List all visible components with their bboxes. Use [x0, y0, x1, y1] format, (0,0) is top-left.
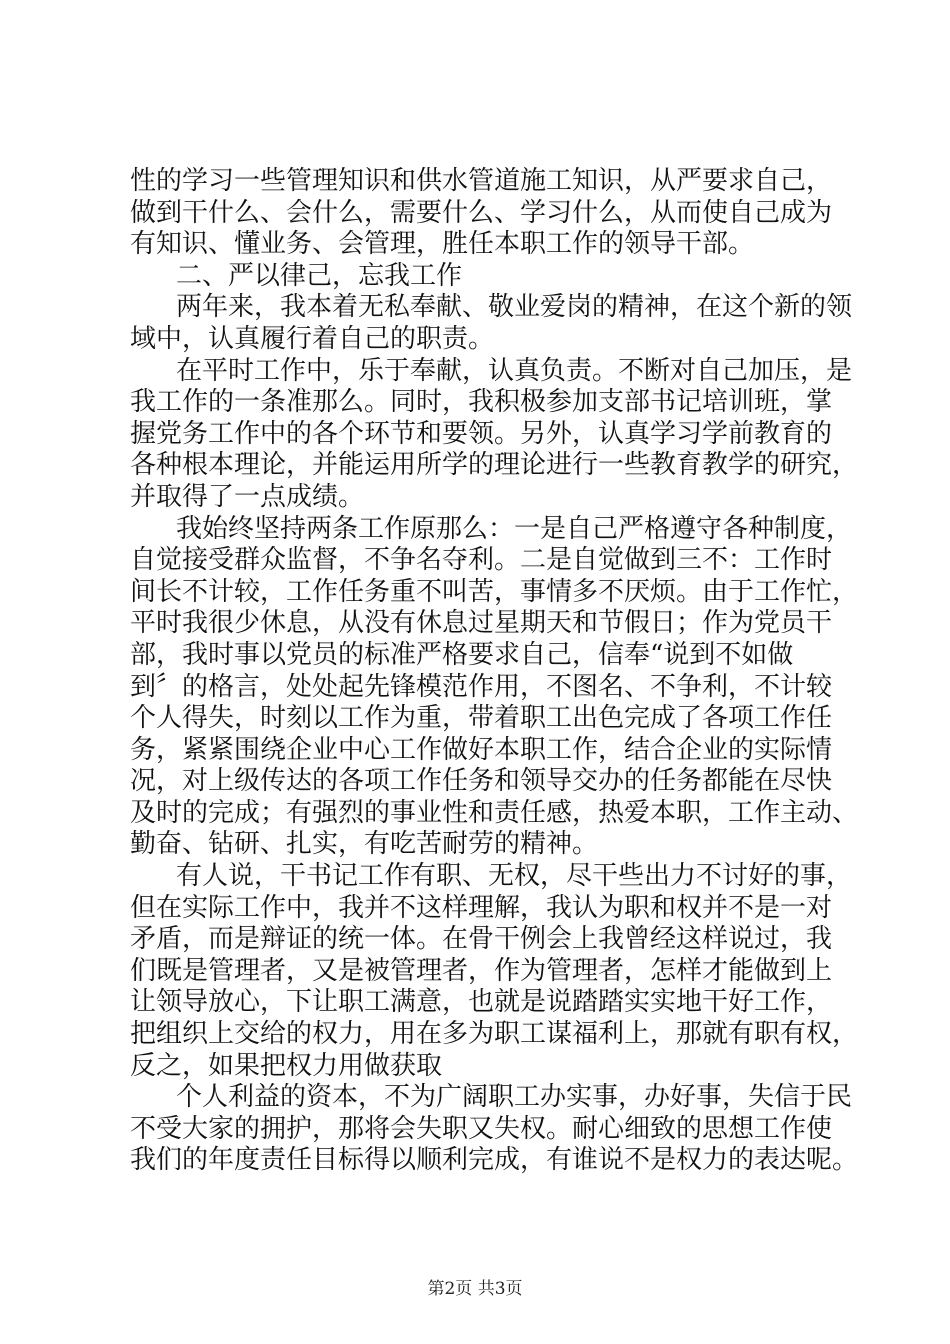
- text-line: 做到干什么、会什么，需要什么、学习什么，从而使自己成为: [130, 197, 833, 228]
- text-line: 域中，认真履行着自己的职责。: [130, 323, 495, 354]
- text-line: 部，我时事以党员的标准严格要求自己，信奉“说到不如做: [130, 639, 794, 670]
- text-line: 在平时工作中，乐于奉献，认真负责。不断对自己加压，是: [176, 355, 853, 386]
- text-line: 我们的年度责任目标得以顺利完成，有谁说不是权力的表达呢。: [130, 1145, 859, 1176]
- text-line: 不受大家的拥护，那将会失职又失权。耐心细致的思想工作使: [130, 1113, 833, 1144]
- text-line: 间长不计较，工作任务重不叫苦，事情多不厌烦。由于工作忙，: [130, 576, 859, 607]
- text-line: 个人得失，时刻以工作为重，带着职工出色完成了各项工作任: [130, 703, 833, 734]
- text-line: 各种根本理论，并能运用所学的理论进行一些教育教学的研究，: [130, 450, 859, 481]
- text-line: 有知识、懂业务、会管理，胜任本职工作的领导干部。: [130, 229, 755, 260]
- text-line: 个人利益的资本，不为广阔职工办实事，办好事，失信于民: [176, 1082, 853, 1113]
- document-body: [130, 166, 859, 1177]
- text-line: 我始终坚持两条工作原那么：一是自己严格遵守各种制度，: [176, 513, 853, 544]
- text-line: 平时我很少休息，从没有休息过星期天和节假日；作为党员干: [130, 608, 833, 639]
- text-line: 矛盾，而是辩证的统一体。在骨干例会上我曾经这样说过，我: [130, 924, 833, 955]
- text-line: 务，紧紧围绕企业中心工作做好本职工作，结合企业的实际情: [130, 734, 833, 765]
- text-line: 到〞的格言，处处起先锋模范作用，不图名、不争利，不计较: [130, 671, 833, 702]
- text-line: 二、严以律己，忘我工作: [176, 260, 463, 291]
- text-line: 把组织上交给的权力，用在多为职工谋福利上，那就有职有权，: [130, 1019, 859, 1050]
- text-line: 有人说，干书记工作有职、无权，尽干些出力不讨好的事，: [176, 861, 853, 892]
- text-line: 让领导放心，下让职工满意，也就是说踏踏实实地干好工作，: [130, 987, 833, 1018]
- text-line: 两年来，我本着无私奉献、敬业爱岗的精神，在这个新的领: [176, 292, 853, 323]
- text-line: 们既是管理者，又是被管理者，作为管理者，怎样才能做到上: [130, 955, 833, 986]
- text-line: 握党务工作中的各个环节和要领。另外，认真学习学前教育的: [130, 418, 833, 449]
- text-line: 性的学习一些管理知识和供水管道施工知识，从严要求自己，: [130, 166, 833, 196]
- text-line: 并取得了一点成绩。: [130, 481, 365, 512]
- text-line: 反之，如果把权力用做获取: [130, 1050, 443, 1081]
- text-line: 我工作的一条准那么。同时，我积极参加支部书记培训班，掌: [130, 387, 833, 418]
- text-line: 勤奋、钻研、扎实，有吃苦耐劳的精神。: [130, 829, 599, 860]
- page-footer: 第2页 共3页: [427, 1279, 523, 1299]
- text-line: 及时的完成；有强烈的事业性和责任感，热爱本职，工作主动、: [130, 797, 859, 828]
- text-line: 但在实际工作中，我并不这样理解，我认为职和权并不是一对: [130, 892, 833, 923]
- text-line: 自觉接受群众监督，不争名夺利。二是自觉做到三不：工作时: [130, 545, 833, 576]
- text-line: 况，对上级传达的各项工作任务和领导交办的任务都能在尽快: [130, 766, 833, 797]
